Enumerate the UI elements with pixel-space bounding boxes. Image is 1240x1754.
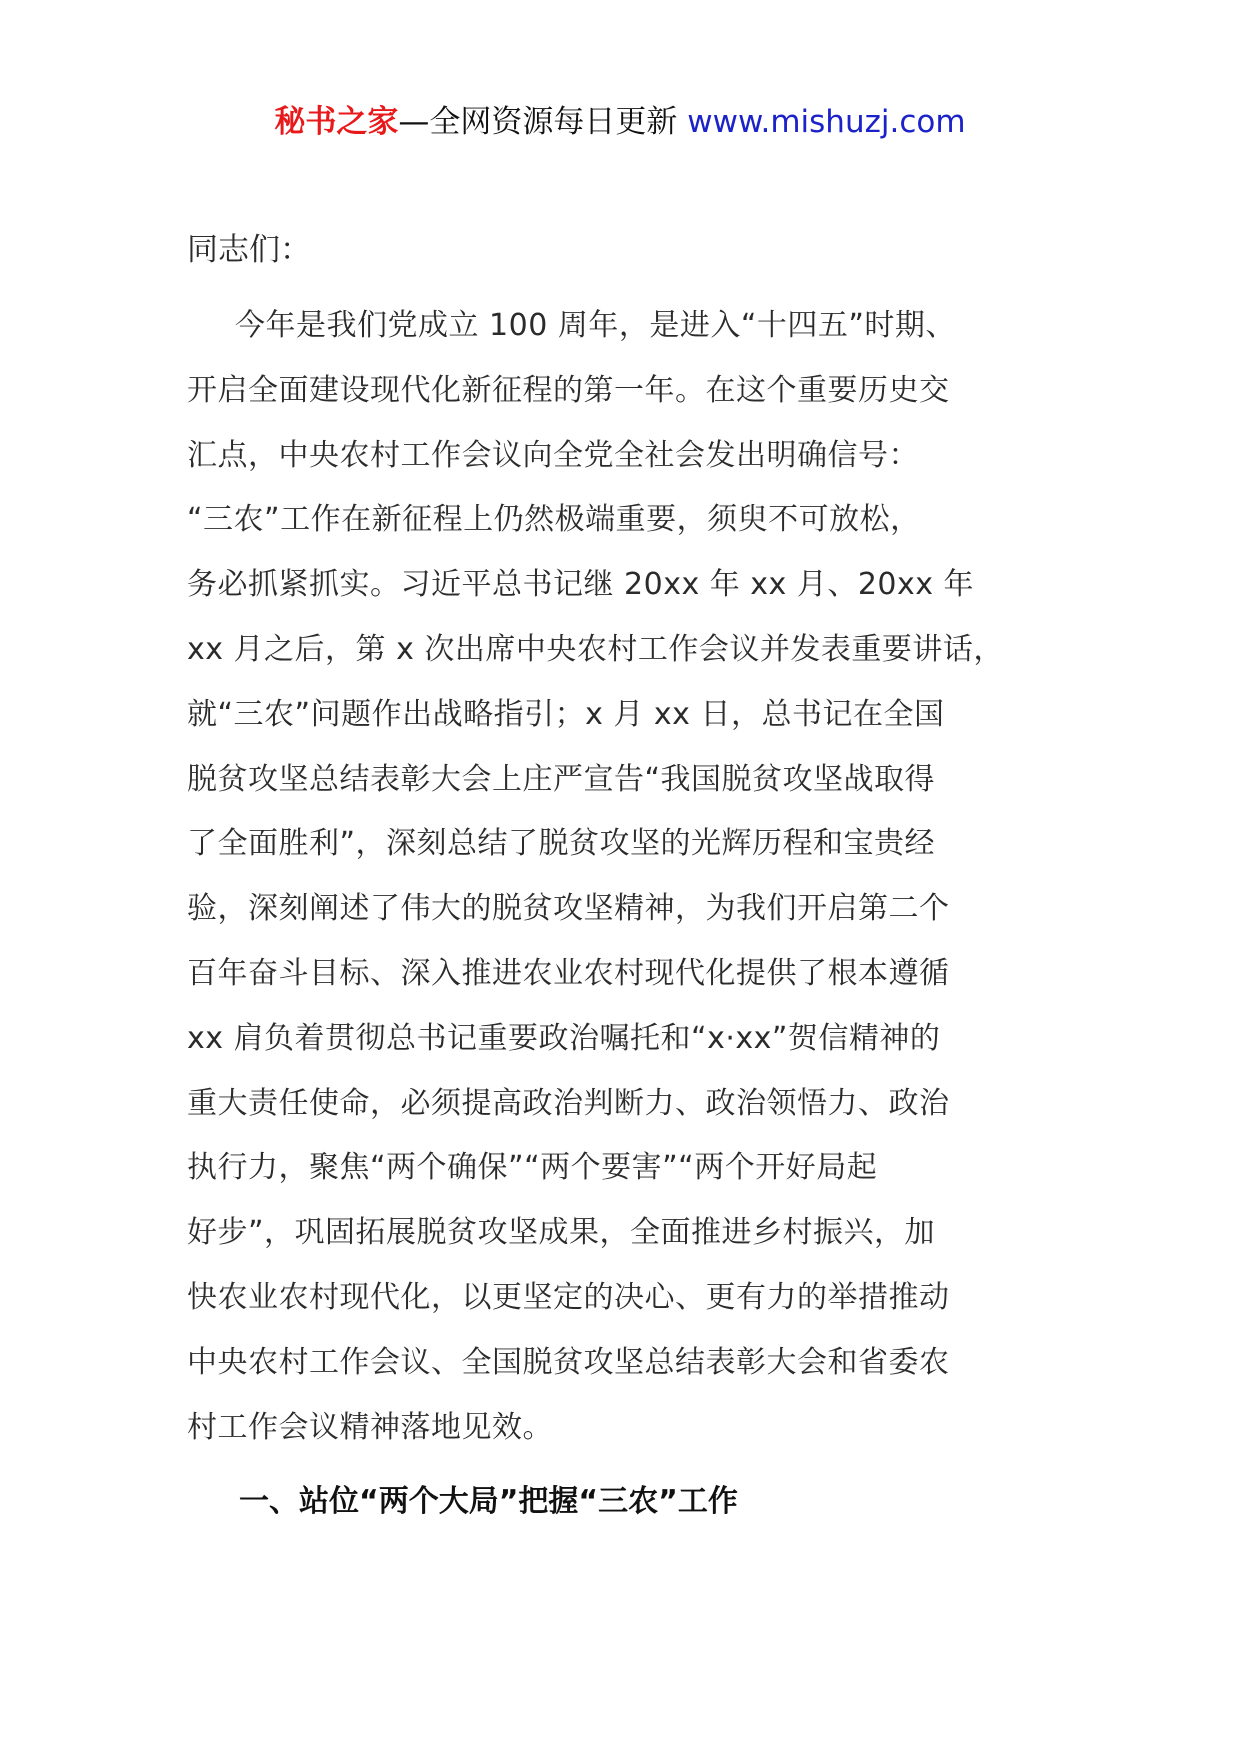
- site-slogan: —全网资源每日更新: [398, 104, 678, 140]
- paragraph-line: xx 肩负着贯彻总书记重要政治嘱托和“x·xx”贺信精神的: [187, 1020, 941, 1056]
- paragraph-line: 好步”，巩固拓展脱贫攻坚成果，全面推进乡村振兴，加: [187, 1215, 936, 1251]
- site-brand: 秘书之家: [274, 104, 399, 140]
- paragraph-line: 村工作会议精神落地见效。: [187, 1409, 553, 1445]
- paragraph-line: 百年奋斗目标、深入推进农业农村现代化提供了根本遵循: [187, 955, 950, 991]
- paragraph-line: 脱贫攻坚总结表彰大会上庄严宣告“我国脱贫攻坚战取得: [187, 761, 936, 797]
- body-paragraph: [187, 294, 1087, 1460]
- paragraph-line: 执行力，聚焦“两个确保”“两个要害”“两个开好局起: [187, 1150, 878, 1186]
- paragraph-line: 中央农村工作会议、全国脱贫攻坚总结表彰大会和省委农: [187, 1344, 950, 1380]
- paragraph-line: 验，深刻阐述了伟大的脱贫攻坚精神，为我们开启第二个: [187, 891, 950, 927]
- paragraph-line: 开启全面建设现代化新征程的第一年。在这个重要历史交: [187, 372, 950, 408]
- greeting: 同志们：: [187, 232, 311, 268]
- paragraph-line: 汇点，中央农村工作会议向全党全社会发出明确信号：: [187, 437, 919, 473]
- document-body: [187, 230, 1087, 1522]
- site-header: [0, 102, 1240, 142]
- paragraph-line: 了全面胜利”，深刻总结了脱贫攻坚的光辉历程和宝贵经: [187, 826, 936, 862]
- site-url-link[interactable]: www.mishuzj.com: [677, 104, 966, 140]
- paragraph-line: 重大责任使命，必须提高政治判断力、政治领悟力、政治: [187, 1085, 950, 1121]
- paragraph-line: 今年是我们党成立 100 周年，是进入“十四五”时期、: [235, 308, 956, 343]
- paragraph-line: 务必抓紧抓实。习近平总书记继 20xx 年 xx 月、20xx 年: [187, 567, 975, 603]
- paragraph-line: “三农”工作在新征程上仍然极端重要，须臾不可放松，: [187, 502, 921, 538]
- paragraph-line: 快农业农村现代化，以更坚定的决心、更有力的举措推动: [187, 1279, 950, 1315]
- paragraph-line: xx 月之后，第 x 次出席中央农村工作会议并发表重要讲话，: [187, 631, 1004, 667]
- paragraph-line: 就“三农”问题作出战略指引；x 月 xx 日，总书记在全国: [187, 696, 945, 732]
- section-heading: 一、站位“两个大局”把握“三农”工作: [239, 1484, 738, 1520]
